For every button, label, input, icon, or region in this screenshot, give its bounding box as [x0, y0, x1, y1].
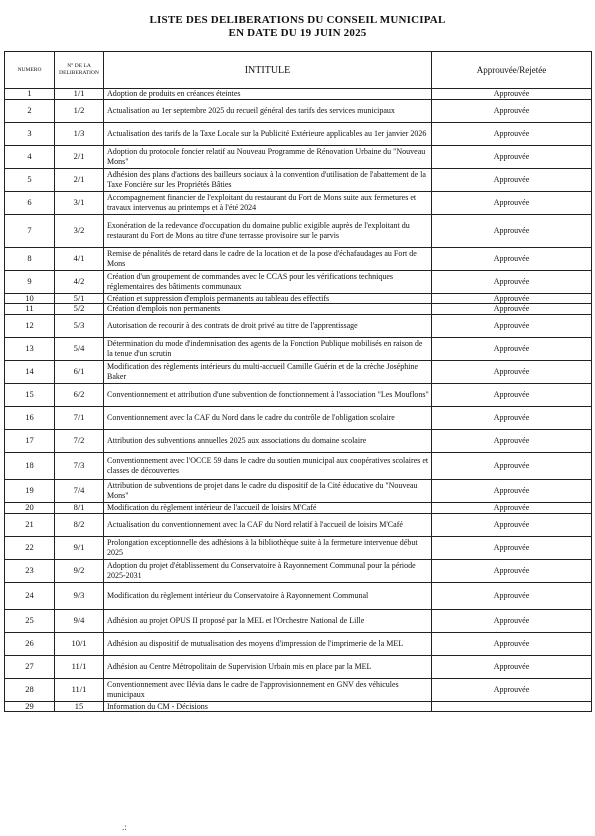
- deliberation-status: Approuvée: [432, 247, 592, 270]
- deliberation-status: Approuvée: [432, 513, 592, 536]
- row-number: 19: [5, 479, 55, 502]
- deliberation-title: Adhésion des plans d'actions des bailleurs sociaux à la convention d'utilisation de l'abattement de la Taxe Foncière sur les Propriétés Bâties: [104, 168, 432, 191]
- table-row: [5, 536, 592, 559]
- deliberation-status: Approuvée: [432, 479, 592, 502]
- row-number: 22: [5, 536, 55, 559]
- deliberation-number: 7/1: [55, 406, 104, 429]
- deliberation-title: Adhésion au Centre Métropolitain de Supervision Urbain mis en place par la MEL: [104, 655, 432, 678]
- deliberation-status: Approuvée: [432, 122, 592, 145]
- table-row: [5, 191, 592, 214]
- row-number: 7: [5, 214, 55, 247]
- row-number: 15: [5, 383, 55, 406]
- deliberation-title: Remise de pénalités de retard dans le cadre de la location et de la pose d'échafaudages au Fort de Mons: [104, 247, 432, 270]
- table-row: [5, 99, 592, 122]
- deliberation-title: Conventionnement avec l'OCCE 59 dans le cadre du soutien municipal aux coopératives scolaires et classes de découvertes: [104, 452, 432, 479]
- deliberation-title: Création d'emplois non permanents: [104, 304, 432, 315]
- row-number: 21: [5, 513, 55, 536]
- deliberation-number: 6/1: [55, 360, 104, 383]
- deliberation-status: Approuvée: [432, 632, 592, 655]
- row-number: 20: [5, 502, 55, 513]
- deliberations-table: [4, 51, 592, 712]
- deliberation-number: 2/1: [55, 168, 104, 191]
- table-row: [5, 270, 592, 293]
- row-number: 14: [5, 360, 55, 383]
- deliberation-title: Attribution des subventions annuelles 2025 aux associations du domaine scolaire: [104, 429, 432, 452]
- row-number: 5: [5, 168, 55, 191]
- header-num-delib: N° DE LA DELIBERATION: [55, 52, 104, 89]
- deliberation-number: 8/2: [55, 513, 104, 536]
- deliberation-number: 8/1: [55, 502, 104, 513]
- table-row: [5, 383, 592, 406]
- deliberation-title: Adhésion au dispositif de mutualisation des moyens d'impression de l'imprimerie de la MEL: [104, 632, 432, 655]
- deliberation-status: Approuvée: [432, 145, 592, 168]
- deliberation-title: Accompagnement financier de l'exploitant du restaurant du Fort de Mons suite aux fermetures et travaux intervenus au printemps et à l'été 2024: [104, 191, 432, 214]
- document-subtitle: EN DATE DU 19 JUIN 2025: [228, 27, 367, 39]
- deliberation-status: Approuvée: [432, 655, 592, 678]
- row-number: 26: [5, 632, 55, 655]
- deliberation-status: Approuvée: [432, 293, 592, 304]
- deliberation-number: 1/2: [55, 99, 104, 122]
- deliberation-status: Approuvée: [432, 383, 592, 406]
- deliberation-status: Approuvée: [432, 89, 592, 100]
- deliberation-status: Approuvée: [432, 502, 592, 513]
- table-row: [5, 360, 592, 383]
- table-row: [5, 582, 592, 609]
- deliberation-title: Modification du règlement intérieur du Conservatoire à Rayonnement Communal: [104, 582, 432, 609]
- table-row: [5, 701, 592, 712]
- deliberation-number: 15: [55, 701, 104, 712]
- row-number: 29: [5, 701, 55, 712]
- deliberation-status: Approuvée: [432, 406, 592, 429]
- table-row: [5, 655, 592, 678]
- deliberation-number: 7/4: [55, 479, 104, 502]
- deliberation-number: 4/2: [55, 270, 104, 293]
- deliberation-number: 2/1: [55, 145, 104, 168]
- table-row: [5, 678, 592, 701]
- row-number: 17: [5, 429, 55, 452]
- deliberation-title: Prolongation exceptionnelle des adhésions à la bibliothèque suite à la fermeture intervenue début 2025: [104, 536, 432, 559]
- deliberation-status: Approuvée: [432, 536, 592, 559]
- deliberation-title: Autorisation de recourir à des contrats de droit privé au titre de l'apprentissage: [104, 314, 432, 337]
- deliberation-title: Adoption du protocole foncier relatif au Nouveau Programme de Rénovation Urbaine du "Nouveau Mons": [104, 145, 432, 168]
- deliberation-number: 11/1: [55, 678, 104, 701]
- table-row: [5, 168, 592, 191]
- deliberation-number: 5/2: [55, 304, 104, 315]
- row-number: 11: [5, 304, 55, 315]
- row-number: 24: [5, 582, 55, 609]
- row-number: 12: [5, 314, 55, 337]
- table-row: [5, 429, 592, 452]
- table-row: [5, 632, 592, 655]
- table-row: [5, 406, 592, 429]
- table-row: [5, 89, 592, 100]
- deliberation-title: Adoption du projet d'établissement du Conservatoire à Rayonnement Communal pour la période 2025-2031: [104, 559, 432, 582]
- deliberation-status: Approuvée: [432, 559, 592, 582]
- deliberation-title: Exonération de la redevance d'occupation du domaine public exigible auprès de l'exploitant du restaurant du Fort de Mons au titre d'une terrasse provisoire sur le parvis: [104, 214, 432, 247]
- deliberation-title: Actualisation du conventionnement avec la CAF du Nord relatif à l'accueil de loisirs M'Café: [104, 513, 432, 536]
- deliberation-number: 3/2: [55, 214, 104, 247]
- row-number: 4: [5, 145, 55, 168]
- deliberation-status: Approuvée: [432, 314, 592, 337]
- row-number: 10: [5, 293, 55, 304]
- row-number: 9: [5, 270, 55, 293]
- deliberation-number: 9/2: [55, 559, 104, 582]
- table-header-row: [5, 52, 592, 89]
- deliberation-status: Approuvée: [432, 337, 592, 360]
- deliberation-title: Actualisation des tarifs de la Taxe Locale sur la Publicité Extérieure applicables au 1er janvier 2026: [104, 122, 432, 145]
- row-number: 18: [5, 452, 55, 479]
- document-title: LISTE DES DELIBERATIONS DU CONSEIL MUNICIPAL: [149, 14, 446, 26]
- deliberation-number: 5/1: [55, 293, 104, 304]
- table-row: [5, 293, 592, 304]
- row-number: 3: [5, 122, 55, 145]
- table-row: [5, 122, 592, 145]
- table-row: [5, 214, 592, 247]
- header-status: Approuvée/Rejetée: [432, 52, 592, 89]
- row-number: 13: [5, 337, 55, 360]
- deliberation-title: Actualisation au 1er septembre 2025 du recueil général des tarifs des services municipaux: [104, 99, 432, 122]
- deliberation-title: Attribution de subventions de projet dans le cadre du dispositif de la Cité éducative du "Nouveau Mons": [104, 479, 432, 502]
- deliberation-title: Modification des règlements intérieurs du multi-accueil Camille Guérin et de la crèche Joséphine Baker: [104, 360, 432, 383]
- deliberation-status: Approuvée: [432, 678, 592, 701]
- table-row: [5, 145, 592, 168]
- deliberation-number: 7/2: [55, 429, 104, 452]
- table-row: [5, 609, 592, 632]
- table-row: [5, 479, 592, 502]
- deliberation-title: Adhésion au projet OPUS II proposé par la MEL et l'Orchestre National de Lille: [104, 609, 432, 632]
- deliberation-number: 1/3: [55, 122, 104, 145]
- deliberation-status: Approuvée: [432, 429, 592, 452]
- deliberation-number: 11/1: [55, 655, 104, 678]
- deliberation-title: Modification du règlement intérieur de l'accueil de loisirs M'Café: [104, 502, 432, 513]
- deliberation-status: Approuvée: [432, 191, 592, 214]
- header-numero: NUMERO: [5, 52, 55, 89]
- row-number: 1: [5, 89, 55, 100]
- row-number: 2: [5, 99, 55, 122]
- deliberation-status: Approuvée: [432, 360, 592, 383]
- deliberation-number: 10/1: [55, 632, 104, 655]
- deliberation-status: Approuvée: [432, 214, 592, 247]
- deliberation-title: Détermination du mode d'indemnisation des agents de la Fonction Publique mobilisés en raison de la tenue d'un scrutin: [104, 337, 432, 360]
- deliberation-title: Création d'un groupement de commandes avec le CCAS pour les vérifications techniques réglementaires des bâtiments communaux: [104, 270, 432, 293]
- table-row: [5, 559, 592, 582]
- deliberation-number: 5/3: [55, 314, 104, 337]
- deliberation-status: Approuvée: [432, 270, 592, 293]
- table-row: [5, 337, 592, 360]
- deliberation-number: 9/3: [55, 582, 104, 609]
- deliberation-number: 7/3: [55, 452, 104, 479]
- deliberation-status: Approuvée: [432, 452, 592, 479]
- deliberation-number: 9/4: [55, 609, 104, 632]
- page-mark: .:: [122, 822, 127, 832]
- deliberation-number: 6/2: [55, 383, 104, 406]
- row-number: 27: [5, 655, 55, 678]
- deliberation-number: 4/1: [55, 247, 104, 270]
- deliberation-title: Conventionnement et attribution d'une subvention de fonctionnement à l'association "Les Mouflons": [104, 383, 432, 406]
- deliberation-status: Approuvée: [432, 304, 592, 315]
- deliberation-title: Création et suppression d'emplois permanents au tableau des effectifs: [104, 293, 432, 304]
- deliberation-status: [432, 701, 592, 712]
- row-number: 6: [5, 191, 55, 214]
- deliberation-title: Adoption de produits en créances éteintes: [104, 89, 432, 100]
- deliberation-title: Information du CM - Décisions: [104, 701, 432, 712]
- deliberation-number: 1/1: [55, 89, 104, 100]
- deliberation-status: Approuvée: [432, 99, 592, 122]
- deliberation-number: 3/1: [55, 191, 104, 214]
- row-number: 28: [5, 678, 55, 701]
- deliberation-status: Approuvée: [432, 582, 592, 609]
- header-intitule: INTITULE: [104, 52, 432, 89]
- table-row: [5, 502, 592, 513]
- table-row: [5, 304, 592, 315]
- deliberation-number: 5/4: [55, 337, 104, 360]
- deliberation-title: Conventionnement avec la CAF du Nord dans le cadre du contrôle de l'obligation scolaire: [104, 406, 432, 429]
- table-row: [5, 247, 592, 270]
- deliberation-title: Conventionnement avec Ilévia dans le cadre de l'approvisionnement en GNV des véhicules municipaux: [104, 678, 432, 701]
- table-row: [5, 513, 592, 536]
- row-number: 25: [5, 609, 55, 632]
- table-row: [5, 452, 592, 479]
- deliberation-status: Approuvée: [432, 609, 592, 632]
- row-number: 16: [5, 406, 55, 429]
- deliberation-status: Approuvée: [432, 168, 592, 191]
- row-number: 8: [5, 247, 55, 270]
- deliberation-number: 9/1: [55, 536, 104, 559]
- table-row: [5, 314, 592, 337]
- row-number: 23: [5, 559, 55, 582]
